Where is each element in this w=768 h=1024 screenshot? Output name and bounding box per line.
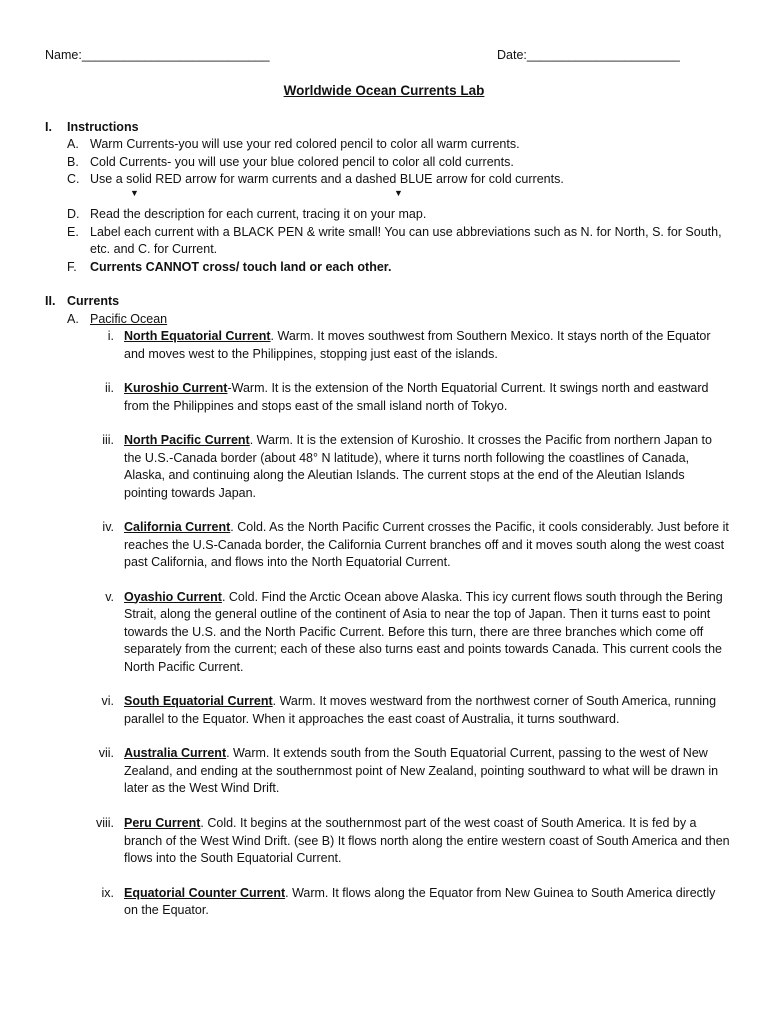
current-name: California Current [124,520,231,534]
cold-arrow-icon: ▼ [394,188,403,198]
instruction-text: Warm Currents-you will use your red colored pencil to color all warm currents. [90,137,520,151]
section-title: Instructions [67,120,139,134]
warm-arrow-icon: ▼ [130,188,139,198]
current-name: Australia Current [124,746,227,760]
instruction-item [67,206,727,224]
current-numeral: viii. [95,816,114,830]
current-numeral: ii. [104,381,114,395]
instruction-item [67,171,727,189]
current-entry [90,885,730,920]
current-description: . Cold. Find the Arctic Ocean above Alaska. This icy current flows south through the Bering Strait, along the general outline of the continent of Asia to near the top of Japan. Then it turns east to point towards the U.S. and the North Pacific Current. Before this turn, there are three branches which come off separately from the current; each of these also turns east and points towards Canada. This current cools the North Pacific Current. [124,589,723,674]
instruction-text: Use a solid RED arrow for warm currents and a dashed BLUE arrow for cold currents. [90,172,564,186]
date-field-label: Date:______________________ [497,48,680,62]
current-numeral: ix. [101,885,114,900]
section-numeral: II. [45,294,56,308]
current-entry [90,328,730,363]
current-description: . Warm. It extends south from the South Equatorial Current, passing to the west of New Zealand, and ending at the southernmost point of New Zealand, pointing southward to what will be drawn in later as the West Wind Drift. [124,746,719,795]
instruction-text: Read the description for each current, tracing it on your map. [90,207,427,221]
current-name: Kuroshio Current [124,381,228,395]
instruction-label: C. [67,172,80,186]
instruction-text: Label each current with a BLACK PEN & write small! You can use abbreviations such as N. for North, S. for South, etc. and C. for Current. [90,224,722,256]
arrow-legend [0,187,768,203]
current-name: North Pacific Current [124,433,250,447]
current-numeral: v. [105,589,114,604]
current-entry [90,432,730,502]
current-name: South Equatorial Current [124,694,273,708]
name-field-label: Name:___________________________ [45,48,270,62]
instruction-label: D. [67,207,80,221]
instruction-item [67,136,727,154]
current-entry [90,589,730,677]
instruction-label: E. [67,224,79,239]
instruction-text: Currents CANNOT cross/ touch land or each other. [90,259,392,274]
section-numeral: I. [45,120,52,134]
instruction-item [67,154,727,172]
current-name: Peru Current [124,816,201,830]
current-numeral: vi. [101,694,114,708]
instruction-label: B. [67,154,79,169]
current-entry [90,815,730,868]
current-numeral: vii. [98,746,114,760]
subsection-title: Pacific Ocean [90,311,168,326]
current-description: . Warm. It moves southwest from Southern Mexico. It stays north of the Equator and moves west to the Philippines, stopping just east of the islands. [124,329,711,361]
current-description: . Warm. It is the extension of Kuroshio. It crosses the Pacific from northern Japan to the U.S.-Canada border (about 48° N latitude), where it turns north following the coastlines of Canada, Alaska, and continuing along the Aleutian Islands. The current stops at the end of the Aleutian Islands pointing towards Japan. [124,433,712,500]
current-description: -Warm. It is the extension of the North Equatorial Current. It swings north and eastward from the Philippines and stops east of the small island north of Tokyo. [124,381,709,413]
current-description: . Cold. As the North Pacific Current crosses the Pacific, it cools considerably. Just before it reaches the U.S-Canada border, the California Current branches off and it moves south along the west coast past California, and flows into the North Equatorial Current. [124,520,729,569]
instruction-text: Cold Currents- you will use your blue colored pencil to color all cold currents. [90,154,514,169]
subsection-pacific [67,311,167,329]
instruction-item [67,259,727,277]
instruction-item [67,224,727,259]
current-numeral: i. [107,329,114,343]
current-description: . Warm. It moves westward from the northwest corner of South America, running parallel to the Equator. When it approaches the east coast of Australia, it turns southward. [124,694,717,726]
current-name: Oyashio Current [124,589,222,604]
section-title: Currents [67,294,120,308]
current-entry [90,519,730,572]
current-numeral: iii. [102,433,114,447]
document-title: Worldwide Ocean Currents Lab [283,83,485,98]
current-numeral: iv. [102,520,114,534]
current-name: North Equatorial Current [124,329,271,343]
current-description: . Cold. It begins at the southernmost part of the west coast of South America. It is fed by a branch of the West Wind Drift. (see B) It flows north along the entire western coast of South America and then flows into the South Equatorial Current. [124,816,730,865]
instruction-label: F. [67,259,77,274]
current-description: . Warm. It flows along the Equator from New Guinea to South America directly on the Equator. [124,885,716,917]
section-currents-heading [45,293,119,311]
current-entry [90,693,730,728]
current-name: Equatorial Counter Current [124,885,286,900]
section-instructions-heading [45,119,139,137]
subsection-label: A. [67,311,79,326]
instruction-label: A. [67,137,79,151]
current-entry [90,745,730,798]
current-entry [90,380,730,415]
